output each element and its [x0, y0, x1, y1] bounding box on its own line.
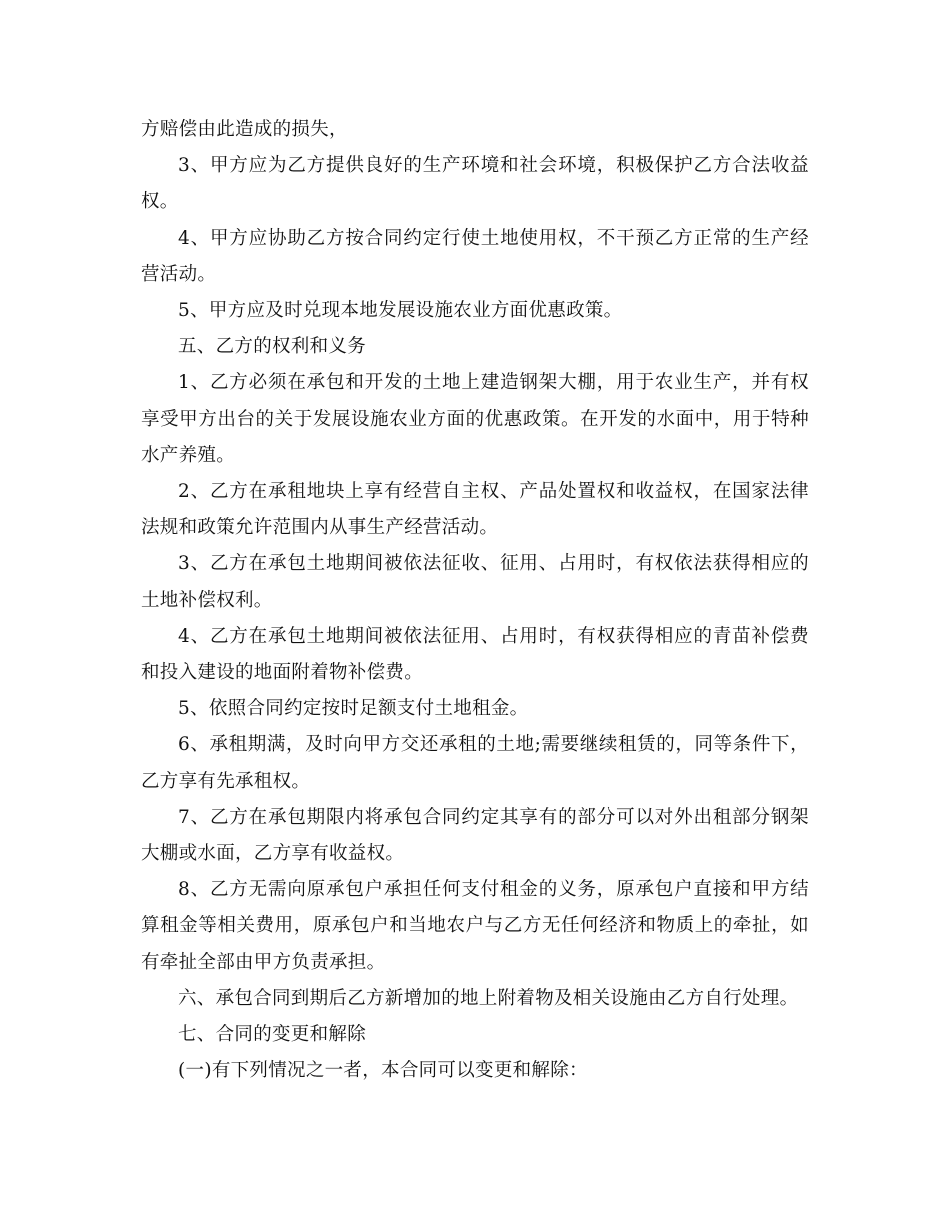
paragraph-clause-4-5: 5、甲方应及时兑现本地发展设施农业方面优惠政策。: [178, 300, 623, 322]
paragraph-clause-5-6: 6、承租期满，及时向甲方交还承租的土地;需要继续租赁的，同等条件下，乙方享有先承租权。: [141, 734, 809, 792]
section-heading-5: 五、乙方的权利和义务: [178, 336, 367, 358]
section-heading-7: 七、合同的变更和解除: [178, 1024, 367, 1046]
paragraph-clause-4-4: 4、甲方应协助乙方按合同约定行使土地使用权，不干预乙方正常的生产经营活动。: [141, 227, 809, 285]
paragraph-clause-5-2: 2、乙方在承租地块上享有经营自主权、产品处置权和收益权，在国家法律法规和政策允许范围内从事生产经营活动。: [141, 481, 809, 539]
paragraph-continuation: 方赔偿由此造成的损失，: [141, 119, 348, 140]
paragraph-clause-5-3: 3、乙方在承包土地期间被依法征收、征用、占用时，有权依法获得相应的土地补偿权利。: [141, 553, 809, 611]
paragraph-clause-5-1: 1、乙方必须在承包和开发的土地上建造钢架大棚，用于农业生产，并有权享受甲方出台的关于发展设施农业方面的优惠政策。在开发的水面中，用于特种水产养殖。: [141, 372, 809, 466]
paragraph-clause-5-8: 8、乙方无需向原承包户承担任何支付租金的义务，原承包户直接和甲方结算租金等相关费用，原承包户和当地农户与乙方无任何经济和物质上的牵扯，如有牵扯全部由甲方负责承担。: [141, 879, 809, 973]
document-body: [141, 112, 809, 1089]
paragraph-clause-5-7: 7、乙方在承包期限内将承包合同约定其享有的部分可以对外出租部分钢架大棚或水面，乙方享有收益权。: [141, 806, 809, 865]
paragraph-clause-5-5: 5、依照合同约定按时足额支付土地租金。: [178, 698, 529, 720]
paragraph-clause-4-3: 3、甲方应为乙方提供良好的生产环境和社会环境，积极保护乙方合法收益权。: [141, 155, 809, 213]
paragraph-clause-5-4: 4、乙方在承包土地期间被依法征用、占用时，有权获得相应的青苗补偿费和投入建设的地面附着物补偿费。: [141, 625, 809, 684]
section-heading-6: 六、承包合同到期后乙方新增加的地上附着物及相关设施由乙方自行处理。: [178, 987, 799, 1009]
paragraph-clause-7-1: (一)有下列情况之一者，本合同可以变更和解除：: [178, 1060, 588, 1082]
